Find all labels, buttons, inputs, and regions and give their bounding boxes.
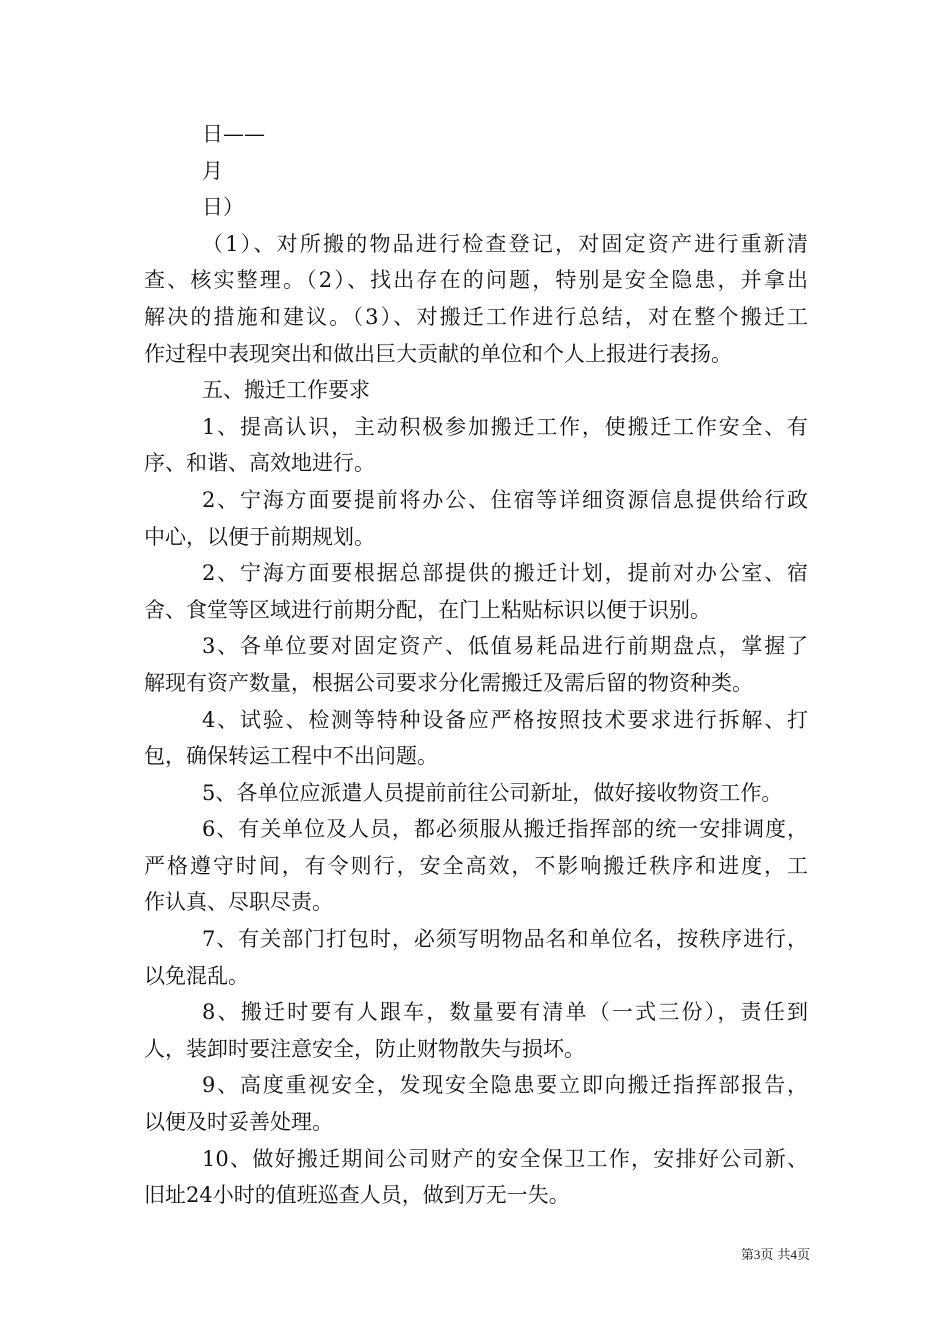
text-line: （1）、对所搬的物品进行检查登记，对固定资产进行重新清 <box>202 231 808 256</box>
text-line: 以便及时妥善处理。 <box>144 1110 333 1135</box>
footer-prefix: 第 <box>740 1248 754 1263</box>
footer-total-pages: 4 <box>790 1247 797 1262</box>
text-line: 作过程中表现突出和做出巨大贡献的单位和个人上报进行表扬。 <box>144 341 732 366</box>
text-line: 解决的措施和建议。（3）、对搬迁工作进行总结，对在整个搬迁工 <box>144 304 808 329</box>
text-line: 1、提高认识，主动积极参加搬迁工作，使搬迁工作安全、有 <box>202 414 808 439</box>
text-line: 4、试验、检测等特种设备应严格按照技术要求进行拆解、打 <box>202 707 808 732</box>
text-line: 作认真、尽职尽责。 <box>144 890 333 915</box>
footer-middle: 页 共 <box>760 1248 791 1263</box>
text-line: 包，确保转运工程中不出问题。 <box>144 744 438 769</box>
text-line: 旧址24小时的值班巡查人员，做到万无一失。 <box>144 1183 570 1208</box>
text-line: 5、各单位应派遣人员提前前往公司新址，做好接收物资工作。 <box>202 780 783 805</box>
text-line: 解现有资产数量，根据公司要求分化需搬迁及需后留的物资种类。 <box>144 670 753 695</box>
text-line: 7、有关部门打包时，必须写明物品名和单位名，按秩序进行， <box>202 927 808 952</box>
document-body <box>144 116 808 1214</box>
text-line: 日） <box>202 195 244 220</box>
text-line: 序、和谐、高效地进行。 <box>144 451 375 476</box>
footer-current-page: 3 <box>753 1247 761 1262</box>
text-line: 9、高度重视安全，发现安全隐患要立即向搬迁指挥部报告， <box>202 1073 808 1098</box>
text-line: 中心，以便于前期规划。 <box>144 524 375 549</box>
text-line: 8、搬迁时要有人跟车，数量要有清单（一式三份），责任到 <box>202 1000 808 1025</box>
text-line: 查、核实整理。（2）、找出存在的问题，特别是安全隐患，并拿出 <box>144 268 808 293</box>
text-line: 3、各单位要对固定资产、低值易耗品进行前期盘点，掌握了 <box>202 634 808 659</box>
text-line: 人，装卸时要注意安全，防止财物散失与损坏。 <box>144 1036 585 1061</box>
footer-suffix: 页 <box>796 1248 810 1263</box>
text-line: 10、做好搬迁期间公司财产的安全保卫工作，安排好公司新、 <box>202 1146 808 1171</box>
text-line: 月 <box>202 158 223 183</box>
text-line: 以免混乱。 <box>144 963 249 988</box>
text-line: 日—— <box>202 122 265 146</box>
text-line: 严格遵守时间，有令则行，安全高效，不影响搬迁秩序和进度，工 <box>144 853 808 878</box>
text-line: 2、宁海方面要提前将办公、住宿等详细资源信息提供给行政 <box>202 487 808 512</box>
text-line: 舍、食堂等区域进行前期分配，在门上粘贴标识以便于识别。 <box>144 597 711 622</box>
page-footer <box>700 1246 810 1265</box>
text-line: 6、有关单位及人员，都必须服从搬迁指挥部的统一安排调度， <box>202 817 808 842</box>
text-line: 2、宁海方面要根据总部提供的搬迁计划，提前对办公室、宿 <box>202 561 808 586</box>
text-line: 五、搬迁工作要求 <box>202 378 370 403</box>
